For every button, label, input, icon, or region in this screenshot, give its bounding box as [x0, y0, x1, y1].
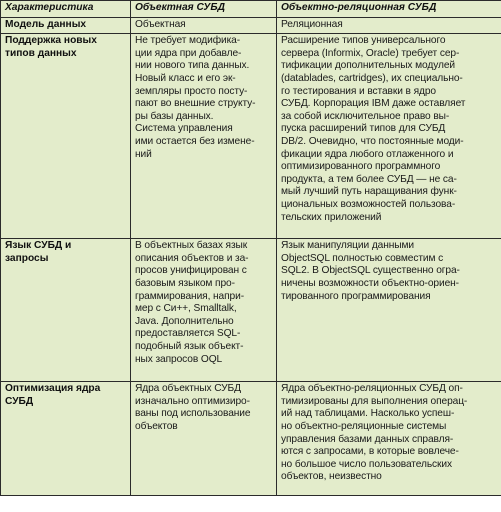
row-label-language: Язык СУБД и запросы [1, 239, 131, 382]
table-row [1, 239, 501, 382]
row-label-data-model: Модель данных [1, 17, 131, 34]
cell-object-relational: Реляционная [277, 17, 501, 34]
cell-object: Не требует модифика- ции ядра при добавле- нии нового типа данных. Новый класс и его эк- земпляры просто посту- пают во внешние структу- ры базы данных. Система управления ими остается без измене- ний [131, 34, 277, 239]
cell-object-relational: Язык манипуляции данными ObjectSQL полностью совместим с SQL2. В ObjectSQL существенно огра- ничены возможности объектно-ориен- тированного программирования [277, 239, 501, 382]
table-row [1, 382, 501, 496]
header-object-relational-dbms: Объектно-реляционная СУБД [277, 1, 501, 18]
cell-object: Ядра объектных СУБД изначально оптимизиро- ваны под использование объектов [131, 382, 277, 496]
row-label-new-types: Поддержка новых типов данных [1, 34, 131, 239]
cell-object: Объектная [131, 17, 277, 34]
cell-object-relational: Расширение типов универсального сервера (Informix, Oracle) требует сер- тификации дополнительных модулей (datablades, cartridges), их специально- го тестирования и вставки в ядро СУБД. Корпорация IBM даже оставляет за собой исключительное право вы- пуска расширений типов для СУБД DB/2. Очевидно, что постоянные моди- фикации ядра любого отлаженного и оптимизированного программного продукта, а тем более СУБД — не са- мый лучший путь наращивания функ- циональных возможностей пользова- тельских приложений [277, 34, 501, 239]
table-row [1, 17, 501, 34]
header-object-dbms: Объектная СУБД [131, 1, 277, 18]
cell-object-relational: Ядра объектно-реляционных СУБД оп- тимизированы для выполнения операц- ий над таблицами. Насколько успеш- но объектно-реляционные системы управления базами данных справля- ются с запросами, в которые вовлече- но большое число пользовательских объектов, неизвестно [277, 382, 501, 496]
header-row [1, 1, 501, 18]
cell-object: В объектных базах язык описания объектов и за- просов унифицирован с базовым языком про- граммирования, напри- мер с Си++, Smalltalk, Java. Дополнительно предоставляется SQL- подобный язык объект- ных запросов OQL [131, 239, 277, 382]
table-row [1, 34, 501, 239]
header-characteristic: Характеристика [1, 1, 131, 18]
row-label-kernel-optimization: Оптимизация ядра СУБД [1, 382, 131, 496]
